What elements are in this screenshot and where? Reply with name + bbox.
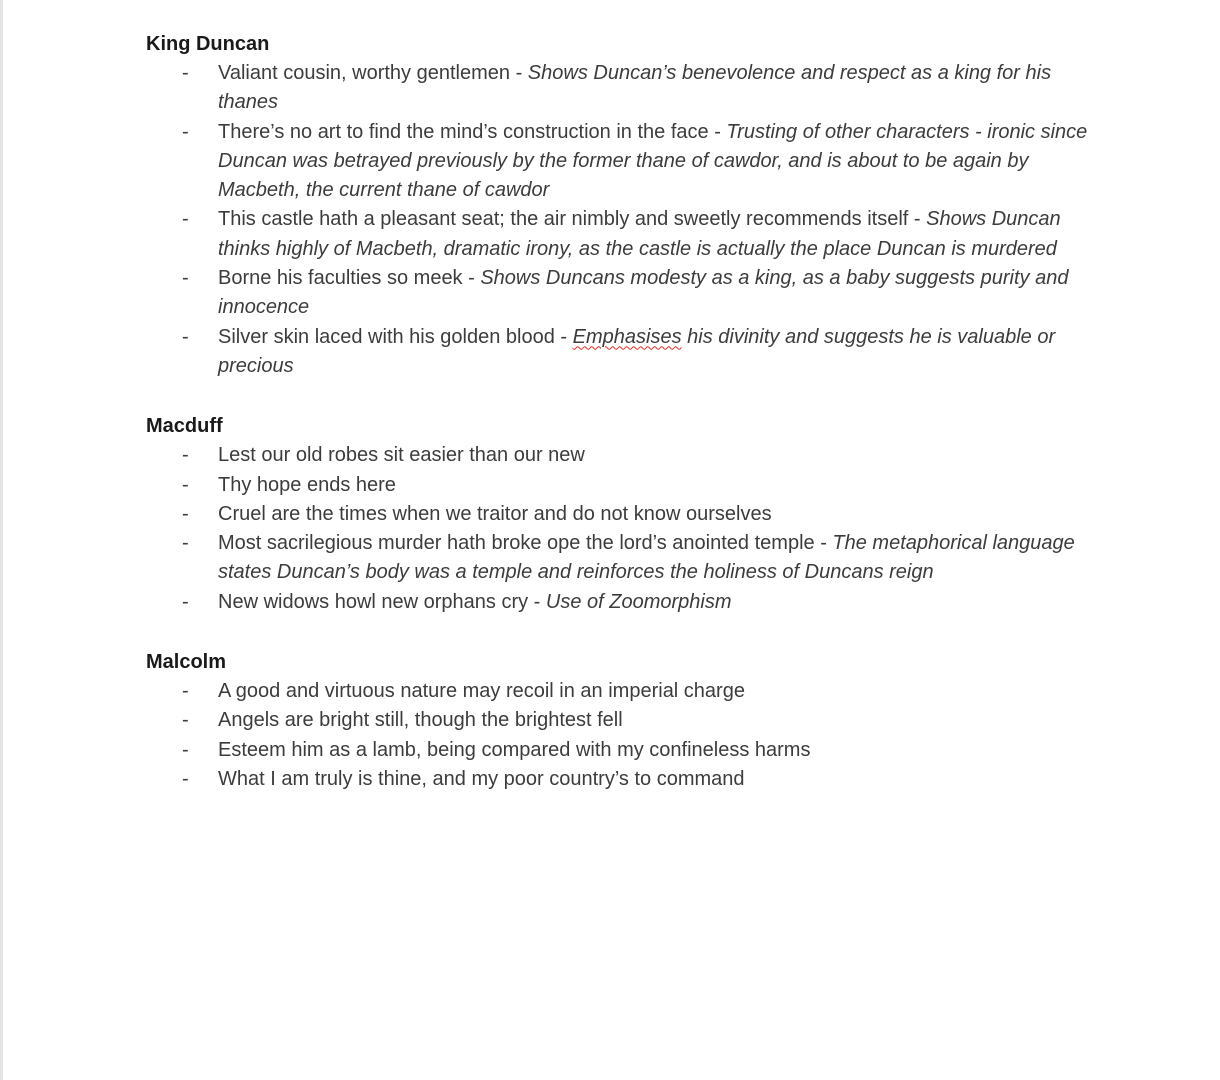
list-item: [146, 529, 1106, 588]
quote-text: Esteem him as a lamb, being compared with my confineless harms: [218, 738, 811, 761]
quote-list: [146, 677, 1106, 794]
bullet-dash: -: [182, 502, 189, 525]
bullet-dash: -: [182, 590, 189, 613]
section-malcolm: [146, 648, 1106, 794]
list-item: [146, 736, 1106, 765]
quote-text: Cruel are the times when we traitor and do not know ourselves: [218, 502, 772, 525]
bullet-dash: -: [182, 680, 189, 703]
section-heading: Macduff: [146, 415, 223, 438]
quote-text: Borne his faculties so meek -: [218, 267, 481, 290]
quote-text: Lest our old robes sit easier than our new: [218, 444, 585, 467]
quote-text: Angels are bright still, though the brightest fell: [218, 709, 623, 732]
bullet-dash: -: [182, 709, 189, 732]
list-item: [146, 264, 1106, 323]
quote-list: [146, 59, 1106, 381]
quote-text: Silver skin laced with his golden blood -: [218, 325, 573, 348]
bullet-dash: -: [182, 208, 189, 231]
section-macduff: [146, 412, 1106, 617]
list-item: [146, 588, 1106, 617]
page-left-edge: [0, 0, 3, 1080]
analysis-text: his divinity and suggests he is valuable or precious: [218, 325, 1056, 377]
quote-text: This castle hath a pleasant seat; the air nimbly and sweetly recommends itself -: [218, 208, 927, 231]
list-item: [146, 706, 1106, 735]
quote-text: Valiant cousin, worthy gentlemen -: [218, 62, 528, 84]
list-item: [146, 677, 1106, 706]
list-item: [146, 500, 1106, 529]
list-item: [146, 118, 1106, 206]
spellcheck-flagged-word[interactable]: Emphasises: [572, 325, 682, 348]
list-item: [146, 765, 1106, 794]
quote-text: Most sacrilegious murder hath broke ope the lord’s anointed temple -: [218, 532, 833, 555]
bullet-dash: -: [182, 532, 189, 555]
quote-text: There’s no art to find the mind’s construction in the face -: [218, 120, 727, 143]
list-item: [146, 205, 1106, 264]
document-body[interactable]: [146, 30, 1106, 825]
list-item: [146, 59, 1106, 118]
quote-text: A good and virtuous nature may recoil in an imperial charge: [218, 680, 745, 703]
bullet-dash: -: [182, 473, 189, 496]
analysis-text: Shows Duncans modesty as a king, as a baby suggests purity and innocence: [218, 267, 1069, 319]
bullet-dash: -: [182, 120, 189, 143]
list-item: [146, 323, 1106, 382]
section-heading: King Duncan: [146, 33, 270, 55]
bullet-dash: -: [182, 267, 189, 290]
analysis-text: The metaphorical language states Duncan’s body was a temple and reinforces the holiness of Duncans reign: [218, 532, 1075, 584]
list-item: [146, 471, 1106, 500]
bullet-dash: -: [182, 738, 189, 761]
section-heading: Malcolm: [146, 651, 227, 674]
list-item: [146, 441, 1106, 470]
bullet-dash: -: [182, 62, 189, 84]
section-king-duncan: [146, 30, 1106, 381]
bullet-dash: -: [182, 444, 189, 467]
quote-text: What I am truly is thine, and my poor country’s to command: [218, 767, 745, 790]
analysis-text: Shows Duncan’s benevolence and respect as a king for his thanes: [218, 62, 1052, 114]
analysis-text: Trusting of other characters - ironic since Duncan was betrayed previously by the former thane of cawdor, and is about to be again by Macbeth, the current thane of cawdor: [218, 120, 1088, 202]
analysis-text: Shows Duncan thinks highly of Macbeth, dramatic irony, as the castle is actually the place Duncan is murdered: [218, 208, 1061, 260]
quote-text: Thy hope ends here: [218, 473, 396, 496]
bullet-dash: -: [182, 767, 189, 790]
quote-text: New widows howl new orphans cry -: [218, 590, 546, 613]
analysis-text: Use of Zoomorphism: [545, 590, 732, 613]
quote-list: [146, 441, 1106, 617]
bullet-dash: -: [182, 325, 189, 348]
